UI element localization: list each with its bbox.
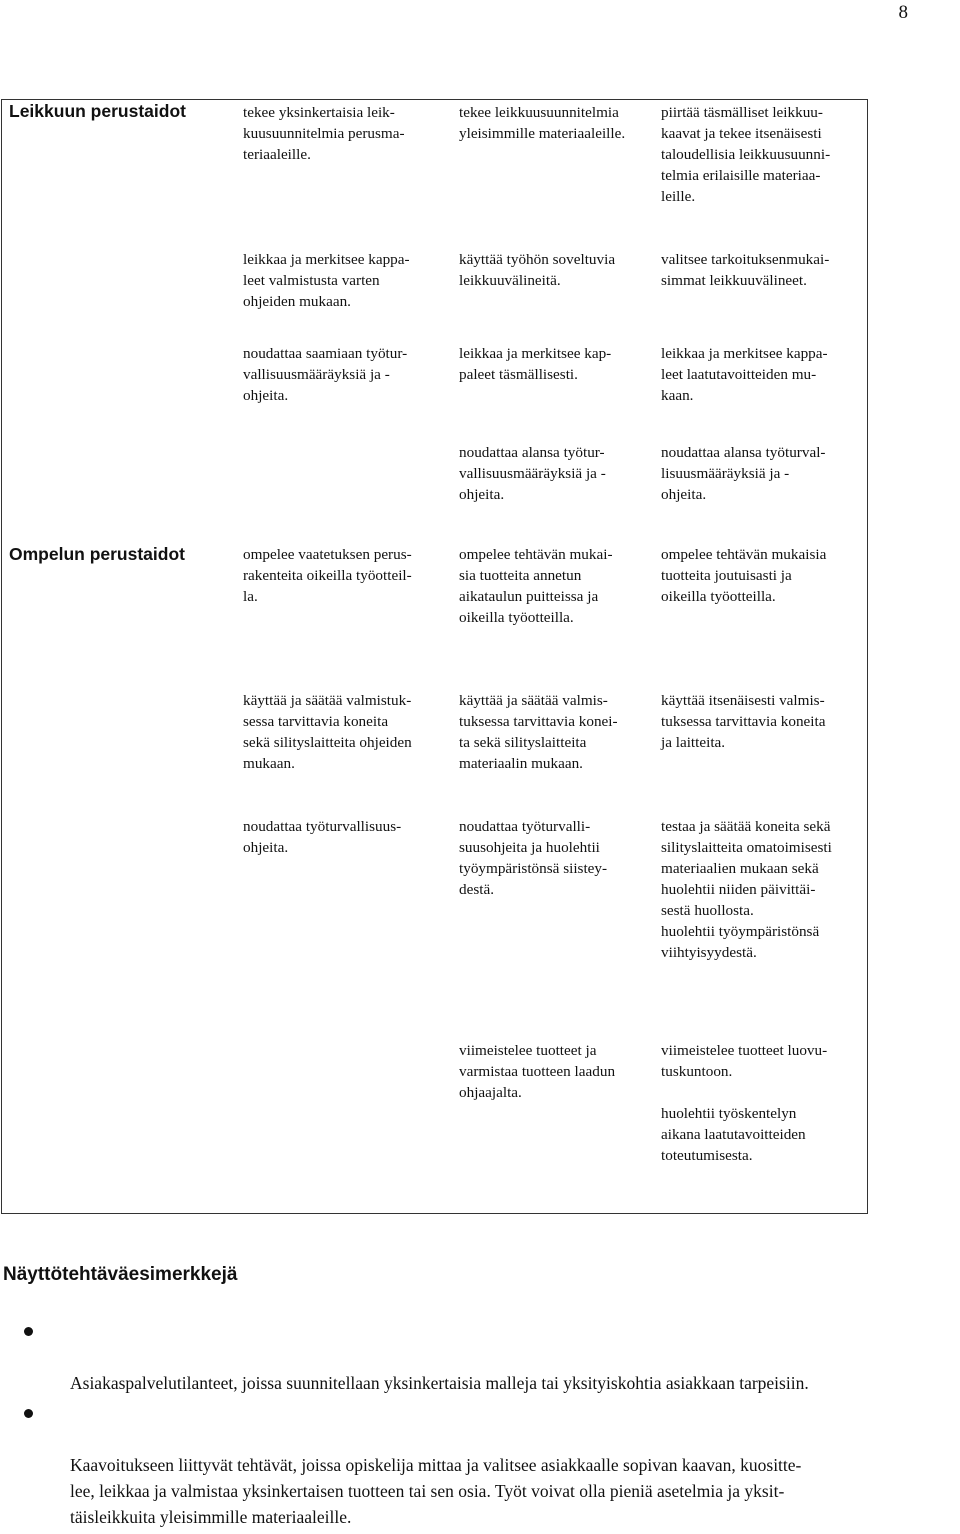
table-cell: tekee leikkuusuunnitelmia yleisimmille materiaaleille. — [459, 104, 626, 142]
table-cell: noudattaa alansa työturval- lisuusmääräyksiä ja - ohjeita. — [661, 444, 826, 503]
table-cell: piirtää täsmälliset leikkuu- kaavat ja tekee itsenäisesti taloudellisia leikkuusuunni- telmia erilaisille materiaa- leille. — [661, 104, 831, 205]
table-cell: testaa ja säätää koneita sekä silityslaitteita omatoimisesti materiaalien mukaan sekä huolehtii niiden päivittäi- sestä huollosta. huolehtii työympäristönsä viihtyisyydestä. — [661, 818, 832, 961]
bullet-icon — [24, 1409, 33, 1418]
table-cell: leikkaa ja merkitsee kap- paleet täsmällisesti. — [459, 345, 612, 383]
page-number: 8 — [898, 2, 908, 23]
area-title-ompelu: Ompelun perustaidot — [9, 544, 185, 564]
list-item-text: Asiakaspalvelutilanteet, joissa suunnitellaan yksinkertaisia malleja tai yksityiskohtia asiakkaan tarpeisiin. — [70, 1373, 809, 1393]
table-cell: viimeistelee tuotteet luovu- tuskuntoon. huolehtii työskentelyn aikana laatutavoitteiden toteutumisesta. — [661, 1042, 828, 1164]
table-cell: ompelee tehtävän mukaisia tuotteita joutuisasti ja oikeilla työotteilla. — [661, 546, 827, 605]
table-cell: noudattaa työturvalli- suusohjeita ja huolehtii työympäristönsä siistey- destä. — [459, 818, 608, 898]
table-cell: käyttää työhön soveltuvia leikkuuvälineitä. — [459, 251, 616, 289]
table-cell: leikkaa ja merkitsee kappa- leet laatutavoitteiden mu- kaan. — [661, 345, 828, 404]
table-cell: leikkaa ja merkitsee kappa- leet valmistusta varten ohjeiden mukaan. — [243, 251, 410, 310]
table-cell: käyttää ja säätää valmistuk- sessa tarvittavia koneita sekä silityslaitteita ohjeiden mukaan. — [243, 692, 412, 772]
table-cell: noudattaa työturvallisuus- ohjeita. — [243, 818, 402, 856]
list-item-text: Kaavoitukseen liittyvät tehtävät, joissa opiskelija mittaa ja valitsee asiakkaalle sopivan kaavan, kuositte- lee, leikkaa ja valmistaa yksinkertaisen tuotteen tai sen osia. Työt voivat olla pieniä asetelmia ja yksit- täisleikkuita yleisimmille materiaaleille. — [70, 1455, 802, 1527]
examples-list — [0, 1318, 960, 1534]
table-cell: käyttää ja säätää valmis- tuksessa tarvittavia konei- ta sekä silityslaitteita materiaalin mukaan. — [459, 692, 618, 772]
table-cell: valitsee tarkoituksenmukai- simmat leikkuuvälineet. — [661, 251, 830, 289]
table-cell: ompelee tehtävän mukai- sia tuotteita annetun aikataulun puitteissa ja oikeilla työotteilla. — [459, 546, 613, 626]
area-title-leikkuu: Leikkuun perustaidot — [9, 101, 186, 121]
table-cell: noudattaa saamiaan työtur- vallisuusmääräyksiä ja - ohjeita. — [243, 345, 408, 404]
table-cell: noudattaa alansa työtur- vallisuusmääräyksiä ja - ohjeita. — [459, 444, 606, 503]
list-item — [0, 1400, 960, 1530]
examples-heading: Näyttötehtäväesimerkkejä — [3, 1264, 238, 1285]
list-item — [0, 1318, 960, 1396]
table-cell: ompelee vaatetuksen perus- rakenteita oikeilla työotteil- la. — [243, 546, 412, 605]
bullet-icon — [24, 1327, 33, 1336]
criteria-table — [1, 99, 868, 1214]
table-cell: viimeistelee tuotteet ja varmistaa tuotteen laadun ohjaajalta. — [459, 1042, 616, 1101]
table-cell: käyttää itsenäisesti valmis- tuksessa tarvittavia koneita ja laitteita. — [661, 692, 826, 751]
table-cell: tekee yksinkertaisia leik- kuusuunnitelmia perusma- teriaaleille. — [243, 104, 405, 163]
